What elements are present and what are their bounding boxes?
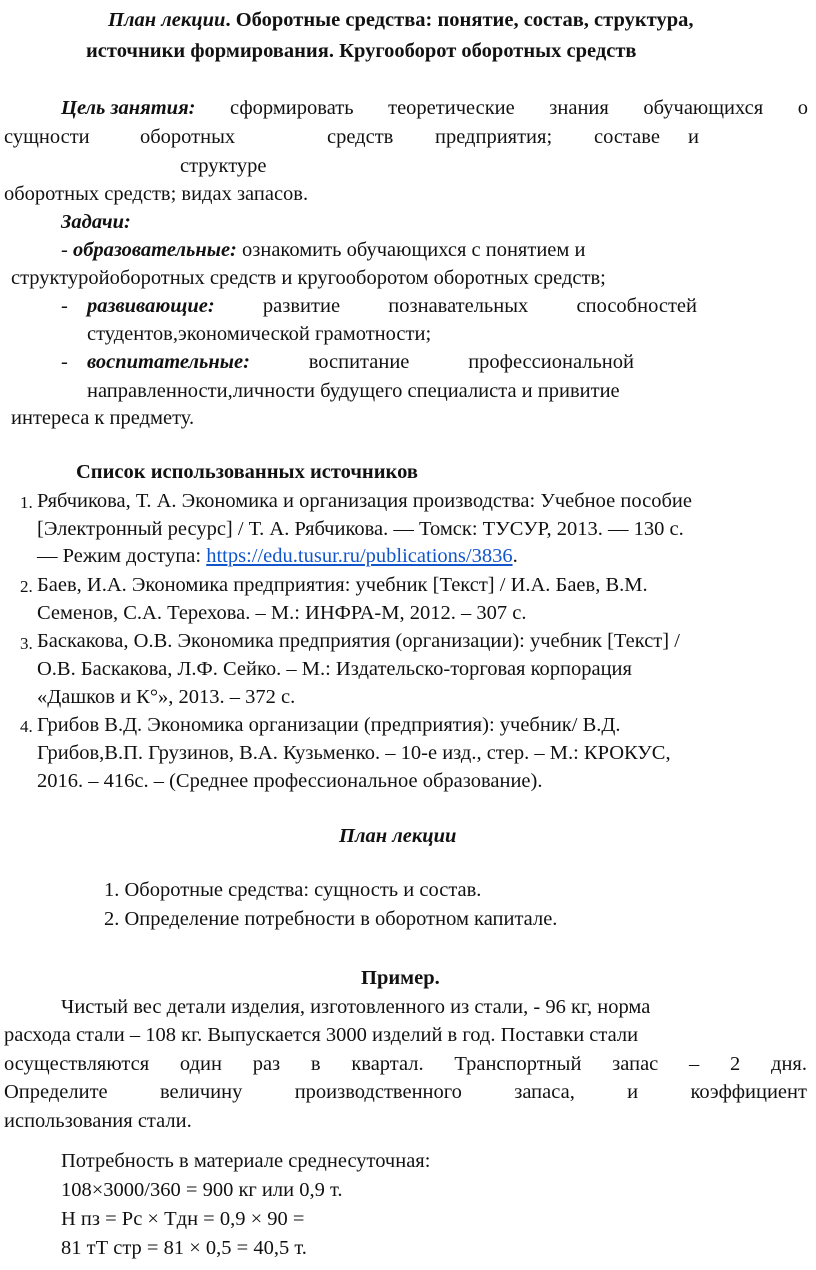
source-text: Грибов,В.П. Грузинов, В.А. Кузьменко. – 10-е изд., стер. – М.: КРОКУС, <box>37 742 671 764</box>
example-calc: 108×3000/360 = 900 кг или 0,9 т. <box>61 1179 343 1201</box>
task-developing-dash: - <box>61 295 68 317</box>
example-word: величину <box>159 1081 243 1103</box>
source-text: [Электронный ресурс] / Т. А. Рябчикова. — Томск: ТУСУР, 2013. — 130 с. <box>37 518 684 540</box>
source-access-suffix: . <box>512 545 518 567</box>
title-rest: . Оборотные средства: понятие, состав, структура, <box>225 9 694 31</box>
task-developing-line2: студентов,экономической грамотности; <box>87 323 432 345</box>
goal-word: обучающихся <box>643 97 764 119</box>
example-calc: Н пз = Рс × Тдн = 0,9 × 90 = <box>61 1208 305 1230</box>
example-word: коэффициент <box>690 1081 807 1103</box>
example-word: – <box>689 1053 700 1075</box>
task-word: способностей <box>576 295 697 317</box>
dash: - <box>61 239 68 261</box>
lecture-title-line1 <box>108 7 693 34</box>
task-upbringing-line2: направленности,личности будущего специалиста и привитие <box>87 380 620 402</box>
example-word: Определите <box>4 1081 108 1103</box>
source-access-prefix: — Режим доступа: <box>37 545 207 567</box>
task-upbringing-line3: интереса к предмету. <box>11 407 195 429</box>
lecture-title-line2: источники формирования. Кругооборот оборотных средств <box>86 40 637 62</box>
tasks-label: Задачи: <box>61 211 131 233</box>
task-educational <box>61 237 585 264</box>
task-word: развитие <box>262 295 341 317</box>
goal-word: теоретические <box>388 97 515 119</box>
goal-word: сущности <box>4 126 90 148</box>
task-word: профессиональной <box>468 351 634 373</box>
goal-line3: структуре <box>180 155 267 177</box>
example-word: и <box>627 1081 639 1103</box>
example-word: раз <box>252 1053 281 1075</box>
source-text: Баев, И.А. Экономика предприятия: учебник [Текст] / И.А. Баев, В.М. <box>37 574 648 596</box>
example-word: осуществляются <box>4 1053 150 1075</box>
source-number: 3. <box>20 634 33 653</box>
task-educational-line2: структуройоборотных средств и кругооборотом оборотных средств; <box>11 267 606 289</box>
goal-word: и <box>688 126 699 148</box>
plan-heading: План лекции <box>339 825 457 847</box>
example-heading: Пример. <box>361 967 440 989</box>
source-number: 1. <box>20 493 33 512</box>
task-upbringing-label: воспитательные: <box>87 351 250 373</box>
task-educational-label: образовательные: <box>72 239 237 261</box>
task-word: воспитание <box>308 351 410 373</box>
source-number: 2. <box>20 577 33 596</box>
goal-word: сформировать <box>230 97 354 119</box>
example-word: в <box>310 1053 321 1075</box>
title-lead: План лекции <box>108 9 226 31</box>
source-text: Грибов В.Д. Экономика организации (предприятия): учебник/ В.Д. <box>37 714 621 736</box>
source-text: «Дашков и К°», 2013. – 372 с. <box>37 686 296 708</box>
goal-line4: оборотных средств; видах запасов. <box>4 183 309 205</box>
goal-word: знания <box>549 97 609 119</box>
goal-word: предприятия; <box>435 126 553 148</box>
goal-word: оборотных <box>140 126 236 148</box>
task-upbringing <box>87 349 634 376</box>
example-word: производственного <box>294 1081 462 1103</box>
source-text: 2016. – 416с. – (Среднее профессиональное образование). <box>37 770 543 792</box>
example-calc: Потребность в материале среднесуточная: <box>61 1150 431 1172</box>
task-developing <box>87 293 697 320</box>
example-word: дня. <box>771 1053 807 1075</box>
goal-label: Цель занятия: <box>61 97 196 119</box>
example-word: запаса, <box>514 1081 575 1103</box>
example-word: Транспортный <box>454 1053 582 1075</box>
source-url-link[interactable]: https://edu.tusur.ru/publications/3836 <box>206 545 513 567</box>
source-text <box>37 543 518 570</box>
example-line <box>4 1079 807 1106</box>
example-line: расхода стали – 108 кг. Выпускается 3000 изделий в год. Поставки стали <box>4 1024 639 1046</box>
source-number: 4. <box>20 717 33 736</box>
example-line: Чистый вес детали изделия, изготовленного из стали, - 96 кг, норма <box>61 996 651 1018</box>
example-word: один <box>179 1053 222 1075</box>
plan-item: 1. Оборотные средства: сущность и состав. <box>104 879 482 901</box>
goal-word: средств <box>327 126 394 148</box>
goal-line1 <box>61 95 808 122</box>
sources-heading: Список использованных источников <box>76 461 418 483</box>
example-line: использования стали. <box>4 1110 192 1132</box>
source-text: Рябчикова, Т. А. Экономика и организация производства: Учебное пособие <box>37 490 692 512</box>
example-word: запас <box>612 1053 659 1075</box>
example-word: квартал. <box>351 1053 424 1075</box>
example-line <box>4 1051 807 1078</box>
example-word: 2 <box>730 1053 741 1075</box>
task-word: познавательных <box>388 295 529 317</box>
plan-item: 2. Определение потребности в оборотном капитале. <box>104 908 558 930</box>
source-text: Баскакова, О.В. Экономика предприятия (организации): учебник [Текст] / <box>37 630 680 652</box>
task-developing-label: развивающие: <box>87 295 215 317</box>
task-educational-text: ознакомить обучающихся с понятием и <box>242 239 586 261</box>
goal-word: составе <box>594 126 660 148</box>
example-calc: 81 тТ стр = 81 × 0,5 = 40,5 т. <box>61 1237 307 1259</box>
task-upbringing-dash: - <box>61 351 68 373</box>
source-text: О.В. Баскакова, Л.Ф. Сейко. – М.: Издательско-торговая корпорация <box>37 658 632 680</box>
goal-word: о <box>797 97 808 119</box>
source-text: Семенов, С.А. Терехова. – М.: ИНФРА-М, 2012. – 307 с. <box>37 602 527 624</box>
